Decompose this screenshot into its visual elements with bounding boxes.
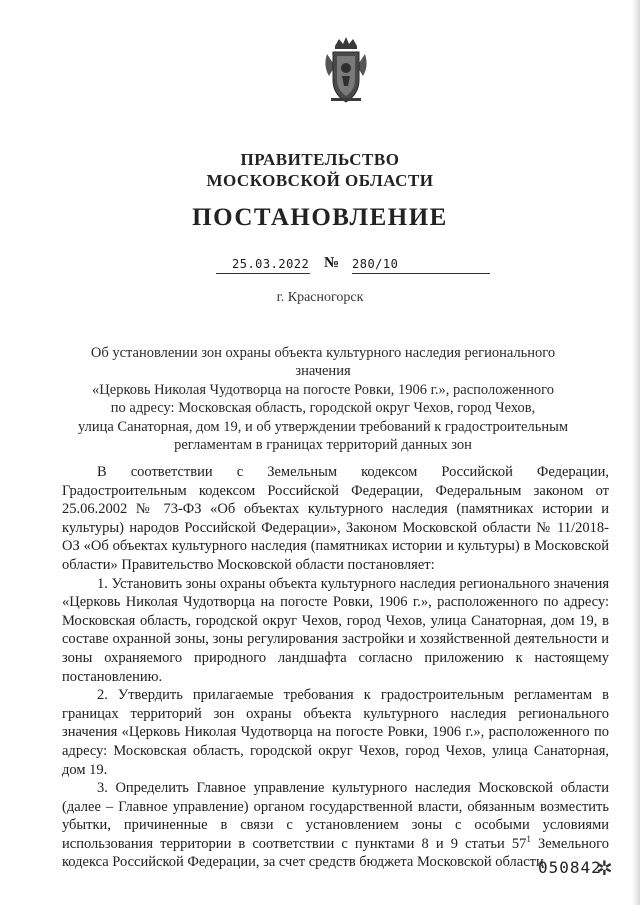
- government-name-line1: ПРАВИТЕЛЬСТВО: [240, 150, 400, 169]
- title-line: по адресу: Московская область, городской округ Чехов, город Чехов,: [110, 400, 536, 417]
- number-sign: №: [324, 255, 340, 271]
- document-date: 25.03.2022: [232, 257, 310, 271]
- scan-edge: [632, 0, 640, 905]
- document-type: ПОСТАНОВЛЕНИЕ: [192, 204, 448, 231]
- document-number: 280/10: [352, 257, 399, 271]
- coat-of-arms-icon: [321, 36, 371, 106]
- number-underline: [352, 273, 490, 274]
- item-1-paragraph: 1. Установить зоны охраны объекта культурного наследия регионального значения «Церковь Николая Чудотворца на погосте Ровки, 1906 г.», расположенного по адресу: Московская область, городской округ Чехов, город Чехов, улица Санаторная, дом 19, в составе охранной зоны, зоны регулирования застройки и хозяйственной деятельности и зоны охраняемого природного ландшафта согласно приложению к настоящему постановлению.: [62, 575, 609, 685]
- article-superscript: 1: [526, 834, 531, 845]
- title-line: «Церковь Николая Чудотворца на погосте Ровки, 1906 г.», расположенного: [92, 381, 554, 398]
- title-line: регламентам в границах территорий данных зон: [174, 437, 472, 454]
- document-title: [62, 344, 584, 454]
- item-3-text-b: Земельного кодекса Российской Федерации, за счет средств бюджета Московской области,: [62, 835, 609, 871]
- government-name-line2: МОСКОВСКОЙ ОБЛАСТИ: [206, 171, 434, 190]
- form-serial-number: 050842: [538, 858, 602, 877]
- date-underline: [216, 273, 310, 274]
- title-line: улица Санаторная, дом 19, и об утверждении требований к градостроительным: [77, 418, 569, 435]
- item-2-paragraph: 2. Утвердить прилагаемые требования к градостроительным регламентам в границах территорий зон охраны объекта культурного наследия регионального значения «Церковь Николая Чудотворца на погосте Ровки, 1906 г.», расположенного по адресу: Московская область, городской округ Чехов, город Чехов, улица Санаторная, дом 19.: [62, 687, 609, 778]
- preamble-paragraph: В соответствии с Земельным кодексом Российской Федерации, Градостроительным кодексом Российской Федерации, Федеральным законом от 25.06.2002 № 73-ФЗ «Об объектах культурного наследия (памятниках истории и культуры) народов Российской Федерации», Законом Московской области № 11/2018-ОЗ «Об объектах культурного наследия (памятниках истории и культуры) в Московской области» Правительство Московской области постановляет:: [62, 464, 609, 573]
- star-mark-icon: ✲: [596, 858, 613, 880]
- document-body: [62, 463, 609, 872]
- document-meta: [216, 255, 496, 279]
- item-3-text-a: 3. Определить Главное управление культурного наследия Московской области (далее – Главное управление) органом государственной власти, обязанным возместить убытки, причиненные в связи с установлением зоны с особыми условиями использования территории в соответствии с пунктами 8 и 9 статьи 57: [62, 780, 609, 852]
- title-line: Об установлении зон охраны объекта культурного наследия регионального значения: [90, 345, 556, 380]
- document-city: г. Красногорск: [276, 290, 364, 305]
- item-3-paragraph: [62, 779, 609, 872]
